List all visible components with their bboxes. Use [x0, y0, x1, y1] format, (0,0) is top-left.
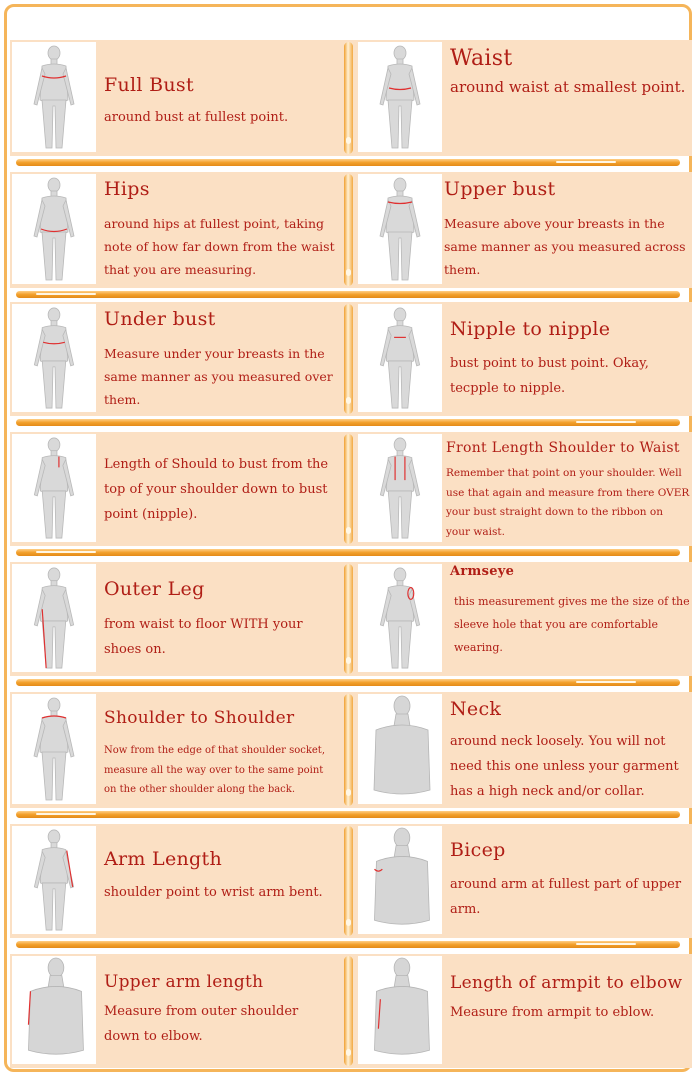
row-5 [10, 562, 692, 676]
mannequin-front-length-image [358, 434, 442, 542]
card-description: Remember that point on your shoulder. Well use that again and measure from there OVER your bust straight down to the ribbon on your waist. [446, 467, 690, 538]
row-4 [10, 432, 692, 546]
mannequin-shoulder-to-shoulder-image [12, 694, 96, 804]
mannequin-upper-bust-image [358, 174, 442, 284]
mannequin-outer-leg-image [12, 564, 96, 672]
card-title: Upper bust [444, 178, 556, 200]
card-title: Under bust [104, 308, 216, 330]
card-description: around neck loosely. You will not need this one unless your garment has a high neck and/or collar. [450, 734, 679, 799]
mannequin-nipple-to-nipple-image [358, 304, 442, 412]
vertical-divider [344, 434, 353, 544]
horizontal-divider [16, 159, 680, 166]
card-title: Shoulder to Shoulder [104, 708, 295, 728]
vertical-divider [344, 304, 353, 414]
card-under-bust [10, 302, 340, 416]
card-shoulder-to-shoulder [10, 692, 340, 808]
card-nipple-to-nipple [356, 302, 692, 416]
card-waist [356, 40, 692, 156]
card-description: bust point to bust point. Okay, tecpple to nipple. [450, 356, 649, 396]
card-title: Nipple to nipple [450, 318, 611, 340]
row-3 [10, 302, 692, 416]
mannequin-armseye-image [358, 564, 442, 672]
mannequin-hips-image [12, 174, 96, 284]
card-description: shoulder point to wrist arm bent. [104, 885, 323, 900]
vertical-divider [344, 826, 353, 936]
mannequin-neck-image [358, 694, 442, 804]
card-title: Arm Length [104, 848, 222, 870]
card-title: Bicep [450, 839, 506, 861]
card-should-to-bust [10, 432, 340, 546]
card-description: around bust at fullest point. [104, 110, 289, 125]
card-description: Length of Should to bust from the top of your shoulder down to bust point (nipple). [104, 457, 329, 522]
card-title: Front Length Shoulder to Waist [446, 440, 680, 456]
card-description: this measurement gives me the size of the sleeve hole that you are comfortable wearing. [454, 595, 690, 654]
card-title: Neck [450, 698, 502, 720]
horizontal-divider [16, 291, 680, 298]
horizontal-divider [16, 549, 680, 556]
horizontal-divider [16, 811, 680, 818]
card-outer-leg [10, 562, 340, 676]
card-title: Waist [450, 46, 513, 71]
vertical-divider [344, 564, 353, 674]
vertical-divider [344, 42, 353, 154]
card-description: from waist to floor WITH your shoes on. [104, 617, 303, 657]
row-8 [10, 954, 692, 1068]
vertical-divider [344, 174, 353, 286]
vertical-divider [344, 694, 353, 806]
row-7 [10, 824, 692, 938]
mannequin-full-bust-image [12, 42, 96, 152]
card-description: around hips at fullest point, taking note of how far down from the waist that you are measuring. [104, 216, 335, 277]
card-upper-bust [356, 172, 692, 288]
card-arm-length [10, 824, 340, 938]
card-neck [356, 692, 692, 808]
card-description: Measure under your breasts in the same manner as you measured over them. [104, 346, 333, 407]
card-armpit-to-elbow [356, 954, 692, 1068]
mannequin-under-bust-image [12, 304, 96, 412]
card-description: around waist at smallest point. [450, 78, 686, 96]
mannequin-shoulder-to-bust-image [12, 434, 96, 542]
row-1 [10, 40, 692, 156]
vertical-divider [344, 956, 353, 1066]
card-upper-arm-length [10, 954, 340, 1068]
card-description: Measure from armpit to eblow. [450, 1005, 655, 1020]
horizontal-divider [16, 419, 680, 426]
card-description: Now from the edge of that shoulder socket, measure all the way over to the same point on the other shoulder along the back. [104, 745, 326, 795]
card-description: around arm at fullest part of upper arm. [450, 877, 682, 917]
card-title: Full Bust [104, 74, 194, 96]
mannequin-armpit-to-elbow-image [358, 956, 442, 1064]
row-2 [10, 172, 692, 288]
card-hips [10, 172, 340, 288]
row-6 [10, 692, 692, 808]
card-title: Upper arm length [104, 972, 264, 992]
card-description: Measure above your breasts in the same manner as you measured across them. [444, 216, 686, 277]
horizontal-divider [16, 679, 680, 686]
mannequin-bicep-image [358, 826, 442, 934]
card-front-length [356, 432, 692, 546]
mannequin-upper-arm-length-image [12, 956, 96, 1064]
card-description: Measure from outer shoulder down to elbow. [104, 1004, 299, 1044]
card-title: Length of armpit to elbow [450, 973, 683, 993]
card-full-bust [10, 40, 340, 156]
card-title: Armseye [450, 564, 515, 579]
card-title: Hips [104, 178, 150, 200]
mannequin-arm-length-image [12, 826, 96, 934]
card-bicep [356, 824, 692, 938]
card-title: Outer Leg [104, 578, 205, 600]
card-armseye [356, 562, 692, 676]
mannequin-waist-image [358, 42, 442, 152]
horizontal-divider [16, 941, 680, 948]
